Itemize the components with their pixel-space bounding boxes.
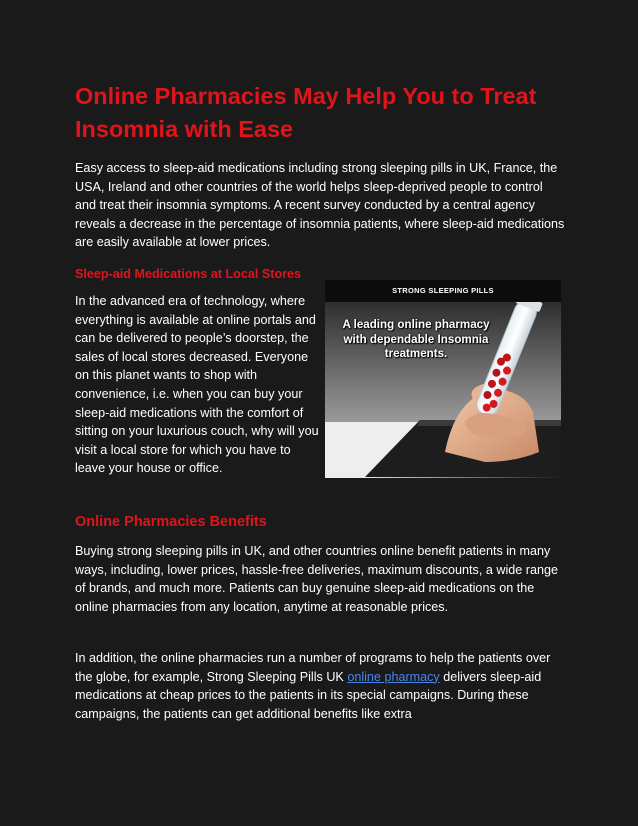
section-heading-local-stores: Sleep-aid Medications at Local Stores	[75, 267, 302, 281]
programs-paragraph	[75, 649, 565, 723]
benefits-paragraph: Buying strong sleeping pills in UK, and other countries online benefit patients in many ways, including, lower prices, hassle-free deliveries, maximum discounts, a wide range of brands, and much more. Patients can buy genuine sleep-aid medications on the online pharmacies from any location, anytime at reasonable prices.	[75, 544, 558, 614]
ad-header-label: STRONG SLEEPING PILLS	[325, 280, 561, 302]
local-stores-paragraph: In the advanced era of technology, where everything is available at online portals and can be delivered to people’s doorstep, the sales of local stores decreased. Everyone on this planet wants to shop with convenience, i.e. when you can buy your sleep-aid medications with the comfort of sitting on your luxurious couch, why will you visit a local store for which you have to leave your house or office.	[75, 294, 319, 476]
online-pharmacy-link[interactable]: online pharmacy	[347, 669, 440, 684]
programs-text-end: delivers sleep-aid medications at cheap prices to the patients in its special campaigns. During these campaigns, the patients can get additional benefits like extra	[75, 669, 542, 721]
programs-text-start: In addition, the online pharmacies run a number of programs to help the patients over the globe, for example, Strong Sleeping Pills UK	[75, 651, 551, 684]
section-heading-benefits: Online Pharmacies Benefits	[75, 514, 267, 530]
pharmacy-ad-image	[325, 280, 561, 478]
page-title: Online Pharmacies May Help You to Treat Insomnia with Ease	[75, 83, 537, 142]
ad-caption: A leading online pharmacy with dependable Insomnia treatments.	[342, 318, 490, 360]
intro-paragraph: Easy access to sleep-aid medications including strong sleeping pills in UK, France, the USA, Ireland and other countries of the world helps sleep-deprived people to control and treat their insomnia symptoms. A recent survey conducted by a central agency reveals a decrease in the percentage of insomnia patients, where sleep-aid medications are easily available at lower prices.	[75, 161, 565, 250]
